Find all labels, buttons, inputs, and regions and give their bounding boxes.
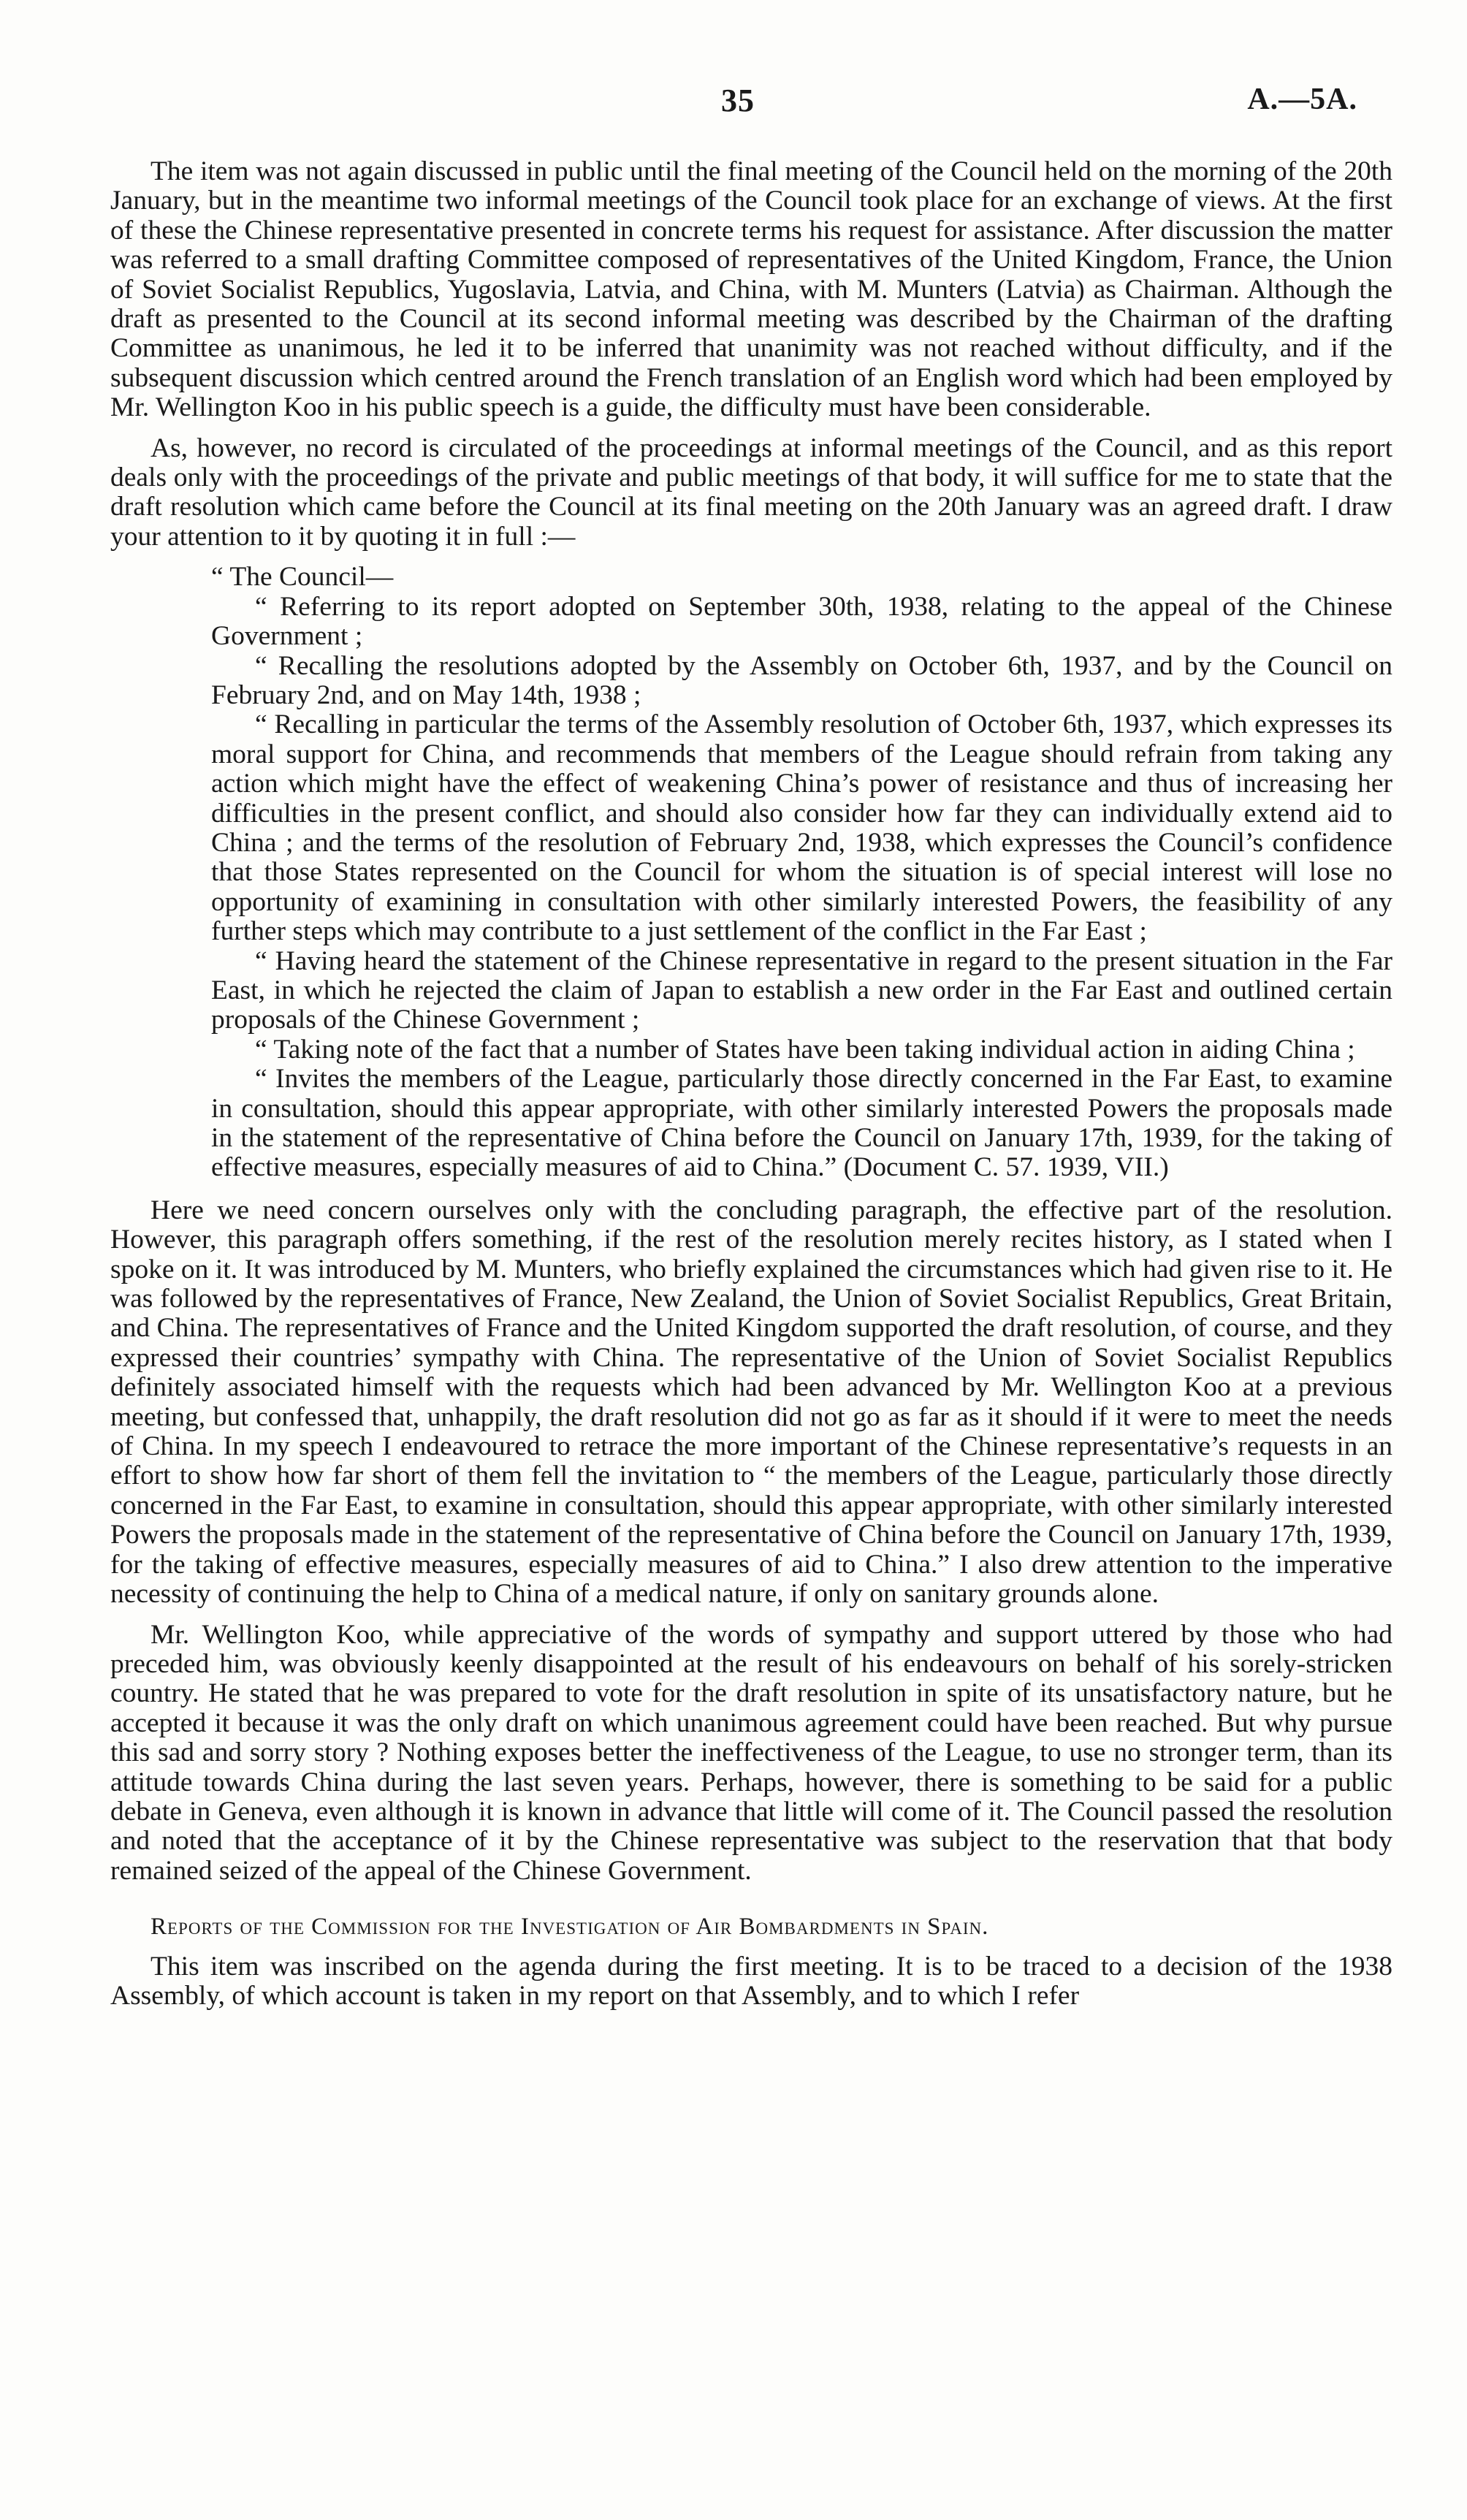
document-body bbox=[110, 157, 1392, 2022]
paragraph-section-intro: This item was inscribed on the agenda during the first meeting. It is to be traced to a decision of the 1938 Assembly, of which account is taken in my report on that Assembly, and to which I refer bbox=[110, 1951, 1392, 2011]
page-header bbox=[0, 82, 1467, 126]
document-reference: A.—5A. bbox=[1247, 83, 1357, 116]
paragraph-informal-meetings: The item was not again discussed in public until the final meeting of the Council held on the morning of the 20th January, but in the meantime two informal meetings of the Council took place for an exchange of views. At the first of these the Chinese representative presented in concrete terms his request for assistance. After discussion the matter was referred to a small drafting Committee composed of representatives of the United Kingdom, France, the Union of Soviet Socialist Republics, Yugoslavia, Latvia, and China, with M. Munters (Latvia) as Chairman. Although the draft as presented to the Council at its second informal meeting was described by the Chairman of the drafting Committee as unanimous, he led it to be inferred that unanimity was not reached without difficulty, and if the subsequent discussion which centred around the French translation of an English word which had been employed by Mr. Wellington Koo in his public speech is a guide, the difficulty must have been considerable. bbox=[110, 156, 1392, 423]
paragraph-agreed-draft: As, however, no record is circulated of the proceedings at informal meetings of the Council, and as this report deals only with the proceedings of the private and public meetings of that body, it will suffice for me to state that the draft resolution which came before the Council at its final meeting on the 20th January was an agreed draft. I draw your attention to it by quoting it in full :— bbox=[110, 433, 1392, 552]
quote-clause: “ Taking note of the fact that a number of States have been taking individual action in aiding China ; bbox=[255, 1034, 1355, 1065]
quote-clause: “ Recalling the resolutions adopted by the Assembly on October 6th, 1937, and by the Council on February 2nd, and on May 14th, 1938 ; bbox=[211, 650, 1392, 710]
section-heading: Reports of the Commission for the Investigation of Air Bombardments in Spain. bbox=[150, 1914, 989, 1941]
paragraph-concluding-discussion: Here we need concern ourselves only with the concluding paragraph, the effective part of the resolution. However, this paragraph offers something, if the rest of the resolution merely recites history, as I stated when I spoke on it. It was introduced by M. Munters, who briefly explained the circumstances which had given rise to it. He was followed by the representatives of France, New Zealand, the Union of Soviet Socialist Republics, Great Britain, and China. The representatives of France and the United Kingdom supported the draft resolution, of course, and they expressed their countries’ sympathy with China. The representative of the Union of Soviet Socialist Republics definitely associated himself with the requests which had been advanced by Mr. Wellington Koo at a previous meeting, but confessed that, unhappily, the draft resolution did not go as far as it should if it were to meet the needs of China. In my speech I endeavoured to retrace the more important of the Chinese representative’s requests in an effort to show how far short of them fell the invitation to “ the members of the League, particularly those directly concerned in the Far East, to examine in consultation, should this appear appropriate, with other similarly interested Powers the proposals made in the statement of the representative of China before the Council on January 17th, 1939, for the taking of effective measures, especially measures of aid to China.” I also drew attention to the imperative necessity of continuing the help to China of a medical nature, if only on sanitary grounds alone. bbox=[110, 1195, 1392, 1610]
quote-clause: “ Invites the members of the League, particularly those directly concerned in the Far East, to examine in consultation, should this appear appropriate, with other similarly interested Powers the proposals made in the statement of the representative of China before the Council on January 17th, 1939, for the taking of effective measures, especially measures of aid to China.” (Document C. 57. 1939, VII.) bbox=[211, 1064, 1392, 1183]
paragraph-wellington-koo: Mr. Wellington Koo, while appreciative of the words of sympathy and support uttered by those who had preceded him, was obviously keenly disappointed at the result of his endeavours on behalf of his sorely-stricken country. He stated that he was prepared to vote for the draft resolution in spite of its unsatisfactory nature, but he accepted it because it was the only draft on which unanimous agreement could have been reached. But why pursue this sad and sorry story ? Nothing exposes better the ineffectiveness of the League, to use no stronger term, than its attitude towards China during the last seven years. Perhaps, however, there is something to be said for a public debate in Geneva, even although it is known in advance that little will come of it. The Council passed the resolution and noted that the acceptance of it by the Chinese representative was subject to the reservation that that body remained seized of the appeal of the Chinese Government. bbox=[110, 1619, 1392, 1886]
page-number: 35 bbox=[721, 83, 755, 118]
quote-clause: “ Recalling in particular the terms of the Assembly resolution of October 6th, 1937, which expresses its moral support for China, and recommends that members of the League should refrain from taking any action which might have the effect of weakening China’s power of resistance and thus of increasing her difficulties in the present conflict, and should also consider how far they can individually extend aid to China ; and the terms of the resolution of February 2nd, 1938, which expresses the Council’s confidence that those States represented on the Council for whom the situation is of special interest will lose no opportunity of examining in consultation with other similarly interested Powers, the feasibility of any further steps which may contribute to a just settlement of the conflict in the Far East ; bbox=[211, 709, 1392, 947]
quote-clause: “ Referring to its report adopted on September 30th, 1938, relating to the appeal of the Chinese Government ; bbox=[211, 591, 1392, 652]
quote-opening: “ The Council— bbox=[211, 562, 394, 593]
quoted-resolution bbox=[110, 563, 1392, 1183]
quote-clause: “ Having heard the statement of the Chinese representative in regard to the present situation in the Far East, in which he rejected the claim of Japan to establish a new order in the Far East and outlined certain proposals of the Chinese Government ; bbox=[211, 945, 1392, 1035]
